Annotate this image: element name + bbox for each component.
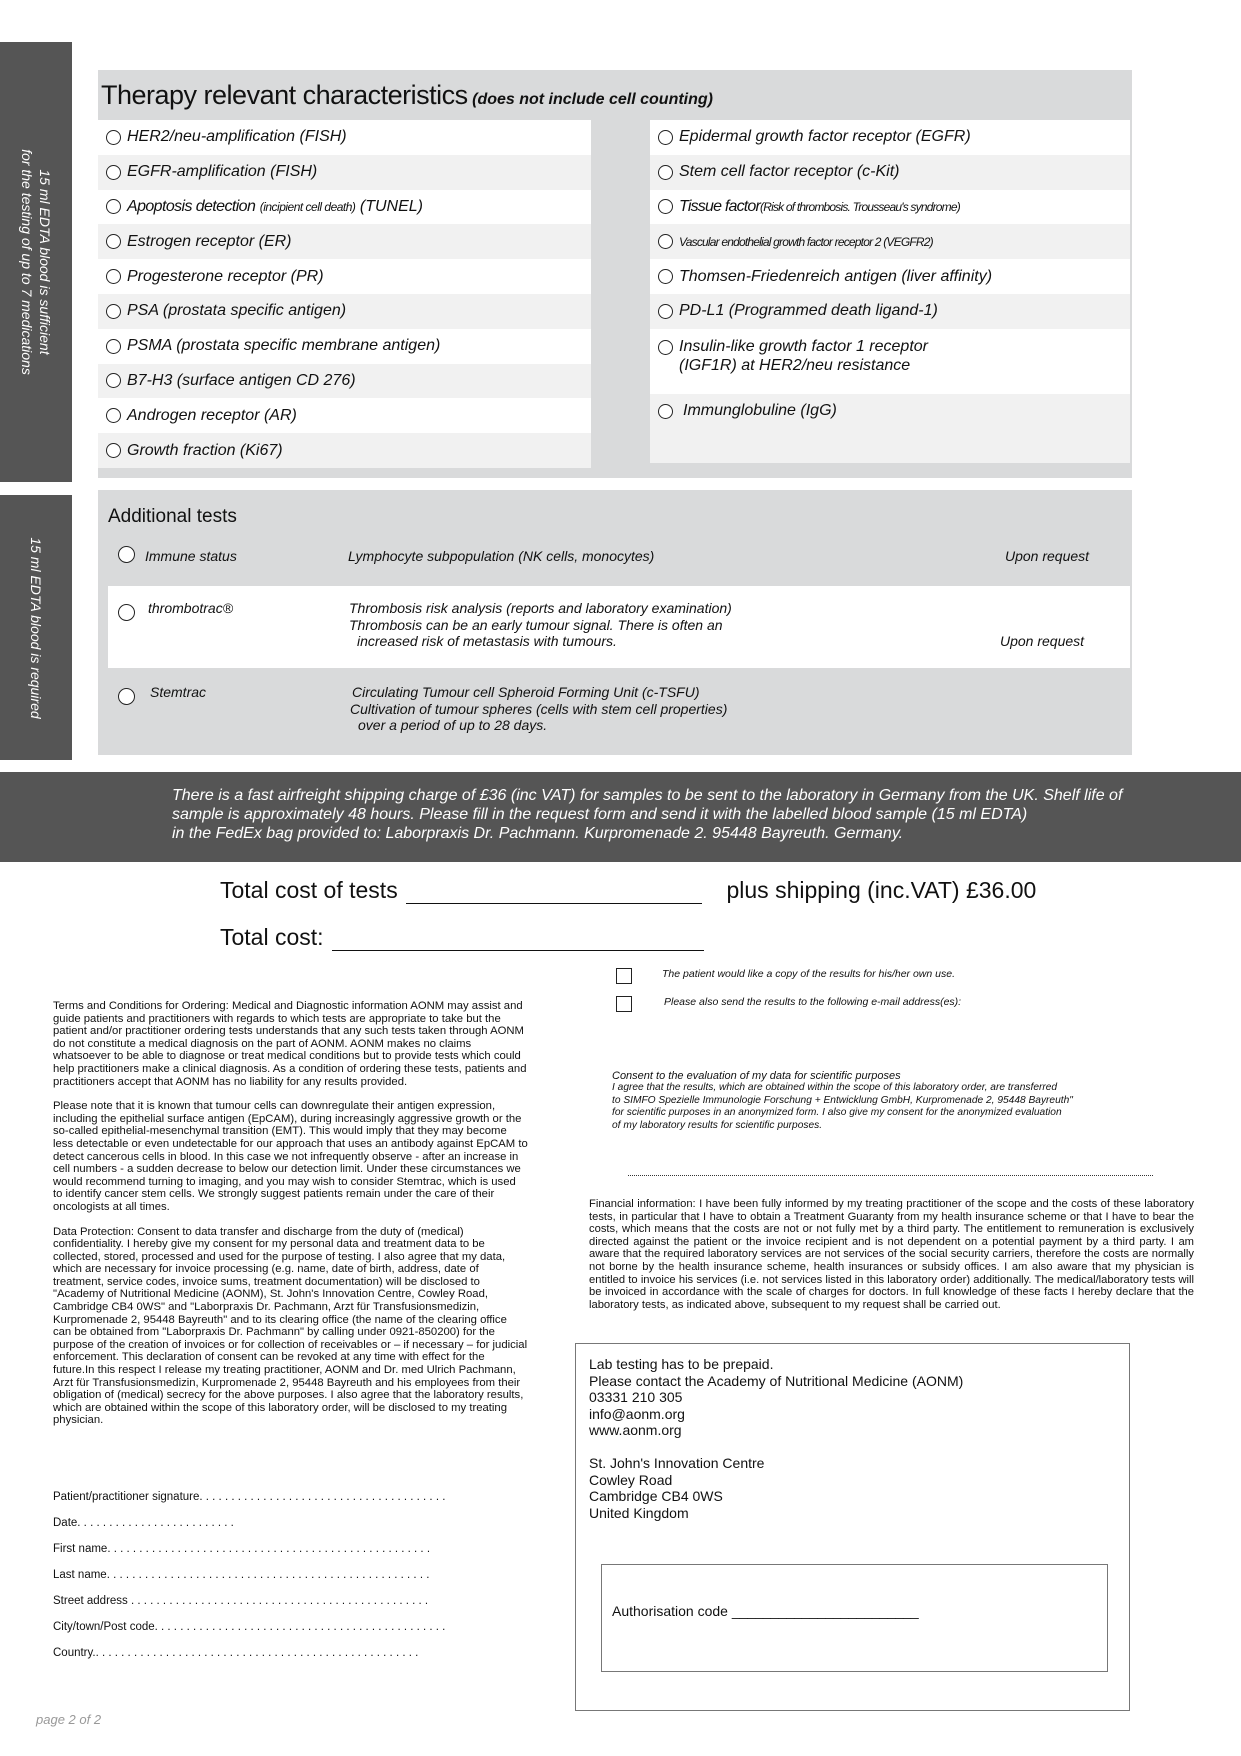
test-desc-line3: over a period of up to 28 days.	[358, 717, 548, 733]
test-desc-line1: Thrombosis risk analysis (reports and laboratory examination)	[349, 600, 732, 616]
list-item[interactable]	[98, 224, 591, 259]
therapy-title: Therapy relevant characteristics	[101, 80, 468, 110]
radio-button[interactable]	[658, 304, 673, 319]
list-item[interactable]	[98, 329, 591, 364]
sidebar-bottom	[0, 495, 72, 760]
address-line2: Cowley Road	[589, 1471, 673, 1488]
item-label-small: (Risk of thrombosis. Trousseau's syndrome)	[760, 199, 960, 214]
spacer	[589, 1439, 963, 1455]
email-results-label: Please also send the results to the following e-mail address(es):	[664, 996, 962, 1008]
address-line4: United Kingdom	[589, 1504, 689, 1521]
total-cost-label: Total cost:	[220, 924, 324, 950]
radio-button[interactable]	[118, 546, 135, 563]
radio-button[interactable]	[106, 373, 121, 388]
list-item[interactable]	[650, 329, 1130, 394]
radio-button[interactable]	[106, 443, 121, 458]
authorisation-code-field[interactable]: Authorisation code ________________________	[612, 1603, 919, 1619]
radio-button[interactable]	[658, 199, 673, 214]
list-item[interactable]	[650, 394, 1130, 429]
first-name-field[interactable]: First name. . . . . . . . . . . . . . . . . . . . . . . . . . . . . . . . . . . . . . . . . . . . . . . . . . .	[53, 1543, 431, 1555]
total-cost-tests-label: Total cost of tests	[220, 877, 398, 903]
radio-button[interactable]	[106, 130, 121, 145]
shipping-line3: in the FedEx bag provided to: Laborpraxis Dr. Pachmann. Kurpromenade 2. 95448 Bayreuth. Germany.	[172, 825, 904, 842]
terms-paragraph-1: Terms and Conditions for Ordering: Medical and Diagnostic information AONM may assist and guide patients and practitioners with regards to which tests are appropriate to take but the patient and/or practitioner ordering tests understands that any such tests taken through AONM do not constitute a medical diagnosis on the part of AONM. AONM makes no claims whatsoever to be able to diagnose or treat medical conditions but to provide tests which could help practitioners make a clinical diagnosis. As a condition of ordering these tests, patients and practitioners accept that AONM has no liability for any results provided.	[53, 1000, 527, 1088]
lab-web-link[interactable]: www.aonm.org	[589, 1422, 682, 1439]
country-field[interactable]: Country.. . . . . . . . . . . . . . . . . . . . . . . . . . . . . . . . . . . . . . . . . . . . . . . . . . .	[53, 1647, 419, 1659]
copy-results-label: The patient would like a copy of the results for his/her own use.	[662, 968, 955, 980]
item-label: Androgen receptor (AR)	[127, 406, 297, 424]
test-name: thrombotrac®	[148, 600, 234, 616]
additional-tests-title: Additional tests	[108, 506, 237, 527]
item-label-small: (incipient cell death)	[259, 199, 356, 214]
item-label: Stem cell factor receptor (c-Kit)	[679, 163, 900, 181]
lab-contact-text	[589, 1356, 963, 1521]
list-item[interactable]	[650, 294, 1130, 329]
item-label: Tissue factor	[679, 197, 761, 215]
table-row[interactable]	[108, 532, 1118, 576]
list-item[interactable]	[650, 224, 1130, 259]
total-cost-line	[220, 924, 704, 951]
total-cost-input[interactable]	[332, 924, 704, 951]
street-address-field[interactable]: Street address . . . . . . . . . . . . . . . . . . . . . . . . . . . . . . . . . . . . . . . . . . . . . . .	[53, 1595, 429, 1607]
item-label: Progesterone receptor (PR)	[127, 267, 324, 285]
shipping-text	[172, 786, 1192, 843]
list-item[interactable]	[650, 155, 1130, 190]
radio-button[interactable]	[658, 340, 673, 355]
table-row[interactable]	[108, 668, 1118, 748]
item-label: HER2/neu-amplification (FISH)	[127, 128, 347, 146]
plus-shipping-label: plus shipping (inc.VAT) £36.00	[726, 877, 1037, 903]
list-item[interactable]	[98, 120, 591, 155]
test-desc-line3: increased risk of metastasis with tumours.	[357, 633, 617, 649]
item-label: Apoptosis detection	[127, 197, 256, 215]
therapy-heading	[101, 80, 713, 111]
item-label: PSA (prostata specific antigen)	[127, 302, 347, 320]
sidebar-top	[0, 42, 72, 482]
test-name: Stemtrac	[150, 684, 207, 700]
test-desc	[349, 600, 732, 650]
shipping-banner	[0, 772, 1241, 862]
radio-button[interactable]	[106, 304, 121, 319]
terms-paragraph-3: Data Protection: Consent to data transfer and discharge from the duty of (medical) confidentiality. I hereby give my consent for my personal data and treatment data to be collected, stored, processed and used for the purpose of testing. I also agree that my data, which are necessary for invoice processing (e.g. name, date of birth, address, date of treatment, service codes, invoice sums, treatment documentation) will be disclosed to "Academy of Nutritional Medicine (AONM), St. John's Innovation Centre, Cowley Road, Cambridge CB4 0WS" and "Laborpraxis Dr. Pachmann, Arzt für Transfusionsmedizin, Kurpromenade 2, 95448 Bayreuth" and to its clearing office (the name of the clearing office can be obtained from "Laborpraxis Dr. Pachmann" by calling under 0921-850200) for the purpose of the creation of invoices or for collection of receivables or – if necessary – for judicial enforcement. This declaration of consent can be revoked at any time with effect for the future.In this respect I release my treating practitioner, AONM and Dr. med Ulrich Pachmann, Arzt für Transfusionsmedizin, Kurpromenade 2, 95448 Bayreuth and his employees from their obligation of (medical) secrecy for the above purposes. I also agree that the laboratory results, which are obtained within the scope of this laboratory order, will be disclosed to my treating physician.	[53, 1225, 528, 1427]
list-item[interactable]	[98, 259, 591, 294]
list-item[interactable]	[650, 190, 1130, 225]
test-desc-line2: Cultivation of tumour spheres (cells with stem cell properties)	[350, 700, 728, 717]
list-item[interactable]	[98, 398, 591, 433]
radio-button[interactable]	[118, 604, 135, 621]
item-label-tail: (TUNEL)	[359, 197, 423, 215]
total-cost-tests-input[interactable]	[406, 881, 702, 904]
radio-button[interactable]	[658, 269, 673, 284]
lab-contact-aonm: Please contact the Academy of Nutritional Medicine (AONM)	[589, 1372, 964, 1389]
sidebar-top-line1: 15 ml EDTA blood is sufficient	[37, 169, 53, 355]
consent-line2: to SIMFO Spezielle Immunologie Forschung + Entwicklung GmbH, Kurpromenade 2, 95448 Bayreuth"	[612, 1094, 1073, 1106]
list-item[interactable]	[650, 120, 1130, 155]
radio-button[interactable]	[106, 199, 121, 214]
financial-information: Financial information: I have been fully informed by my treating practitioner of the scope and the costs of these laboratory tests, in particular that I have to obtain a Treatment Guaranty from my health insurance scheme or that I have to bear the costs, which means that the costs are not or not fully met by a third party. The entitlement to remuneration is exclusively directed against the patient or the invoice recipient and is not dependent on a potential payment by a third party. I am aware that the required laboratory services are not services of the social security carriers, therefore the costs are normally not borne by the health insurance scheme, health insurances or subsidy offices. I am also aware that my physician is entitled to invoice his services (i.e. not services listed in this laboratory order) additionally. The medical/laboratory tests will be invoiced in accordance with the scale of charges for doctors. In full knowledge of these facts I hereby declare that the laboratory tests, as indicated above, subsequent to my request shall be carried out.	[589, 1198, 1194, 1311]
lab-contact-box	[575, 1343, 1130, 1711]
item-label: PSMA (prostata specific membrane antigen)	[127, 337, 441, 355]
last-name-field[interactable]: Last name. . . . . . . . . . . . . . . . . . . . . . . . . . . . . . . . . . . . . . . . . . . . . . . . . . .	[53, 1569, 430, 1581]
list-item[interactable]	[98, 190, 591, 225]
authorisation-box	[601, 1564, 1108, 1672]
city-postcode-field[interactable]: City/town/Post code. . . . . . . . . . . . . . . . . . . . . . . . . . . . . . . . . . . . . . . . . . . . . .	[53, 1621, 446, 1633]
radio-button[interactable]	[106, 165, 121, 180]
sidebar-top-text	[18, 149, 54, 375]
table-row[interactable]	[108, 586, 1130, 668]
test-price: Upon request	[1005, 548, 1090, 564]
additional-tests-panel	[98, 490, 1132, 755]
item-label-line2: (IGF1R) at HER2/neu resistance	[679, 356, 911, 374]
item-label: PD-L1 (Programmed death ligand-1)	[679, 302, 938, 320]
consent-signature-line[interactable]	[628, 1175, 1153, 1176]
item-label: Insulin-like growth factor 1 receptor	[679, 337, 928, 355]
item-label: Vascular endothelial growth factor receptor 2 (VEGFR2)	[679, 234, 933, 249]
therapy-subtitle: (does not include cell counting)	[472, 91, 713, 108]
shipping-line2: sample is approximately 48 hours. Please fill in the request form and send it with the labelled blood sample (15 ml EDTA)	[172, 806, 1028, 823]
date-field[interactable]: Date. . . . . . . . . . . . . . . . . . . . . . . . .	[53, 1517, 234, 1529]
lab-email-link[interactable]: info@aonm.org	[589, 1405, 685, 1422]
therapy-left-column	[98, 120, 591, 468]
test-desc	[352, 684, 727, 734]
list-item[interactable]	[98, 294, 591, 329]
consent-block	[612, 1070, 1082, 1132]
therapy-panel	[98, 70, 1132, 478]
radio-button[interactable]	[658, 165, 673, 180]
lab-prepaid: Lab testing has to be prepaid.	[589, 1356, 774, 1372]
address-line3: Cambridge CB4 0WS	[589, 1488, 723, 1505]
email-results-checkbox[interactable]	[616, 996, 632, 1012]
list-item[interactable]	[98, 364, 591, 399]
consent-line1: I agree that the results, which are obtained within the scope of this laboratory order, are transferred	[612, 1082, 1058, 1094]
consent-line4: of my laboratory results for scientific purposes.	[612, 1119, 823, 1131]
list-item[interactable]	[98, 433, 591, 468]
item-label: Estrogen receptor (ER)	[127, 232, 292, 250]
radio-button[interactable]	[658, 404, 673, 419]
terms-paragraph-2: Please note that it is known that tumour cells can downregulate their antigen expression, including the epithelial surface antigen (EpCAM), during increasingly aggressive growth or the so-called epithelial-mesenchymal transition (EMT). This would imply that they may become less detectable or even undetectable for our approach that uses an antibody against EpCAM to detect cancerous cells in blood. In this case we not infrequently observe - after an increase in cell numbers - a sudden decrease to below our detection limit. Under these circumstances we would recommend turning to imaging, and you may wish to consider Stemtrac, which is used to identify cancer stem cells. We strongly suggest patients remain under the care of their oncologists at all times.	[53, 1100, 528, 1213]
consent-line3: for scientific purposes in an anonymized form. I also give my consent for the anonymized evaluation	[612, 1107, 1062, 1119]
test-name: Immune status	[145, 548, 237, 564]
item-label: Epidermal growth factor receptor (EGFR)	[679, 128, 971, 146]
signature-field[interactable]: Patient/practitioner signature. . . . . . . . . . . . . . . . . . . . . . . . . . . . . . . . . . . . . . .	[53, 1491, 446, 1503]
list-item[interactable]	[98, 155, 591, 190]
terms-text	[53, 1000, 528, 1439]
radio-button[interactable]	[106, 269, 121, 284]
item-label: Immunglobuline (IgG)	[683, 402, 837, 420]
test-desc: Lymphocyte subpopulation (NK cells, monocytes)	[348, 548, 655, 564]
item-label-wrap	[679, 337, 928, 375]
test-price: Upon request	[1000, 633, 1085, 649]
consent-title: Consent to the evaluation of my data for scientific purposes	[612, 1070, 901, 1082]
address-line1: St. John's Innovation Centre	[589, 1454, 765, 1471]
item-label: EGFR-amplification (FISH)	[127, 163, 318, 181]
radio-button[interactable]	[658, 130, 673, 145]
sidebar-bottom-text: 15 ml EDTA blood is required	[28, 536, 44, 719]
lab-phone: 03331 210 305	[589, 1389, 683, 1406]
radio-button[interactable]	[106, 234, 121, 249]
copy-results-checkbox[interactable]	[616, 968, 632, 984]
item-label: Thomsen-Friedenreich antigen (liver affinity)	[679, 267, 993, 285]
radio-button[interactable]	[118, 688, 135, 705]
test-desc-line2: Thrombosis can be an early tumour signal. There is often an	[349, 616, 723, 633]
empty-row	[650, 429, 1130, 464]
sidebar-top-line2: for the testing of up to 7 medications	[19, 149, 35, 375]
radio-button[interactable]	[658, 234, 673, 249]
test-desc-line1: Circulating Tumour cell Spheroid Forming Unit (c-TSFU)	[352, 684, 700, 700]
therapy-right-column	[650, 120, 1130, 463]
total-cost-of-tests-line	[220, 877, 1036, 904]
shipping-line1: There is a fast airfreight shipping charge of £36 (inc VAT) for samples to be sent to the laboratory in Germany from the UK. Shelf life of	[172, 787, 1123, 804]
item-label: B7-H3 (surface antigen CD 276)	[127, 371, 356, 389]
list-item[interactable]	[650, 259, 1130, 294]
radio-button[interactable]	[106, 408, 121, 423]
page-number: page 2 of 2	[36, 1712, 102, 1727]
radio-button[interactable]	[106, 339, 121, 354]
item-label: Growth fraction (Ki67)	[127, 441, 283, 459]
